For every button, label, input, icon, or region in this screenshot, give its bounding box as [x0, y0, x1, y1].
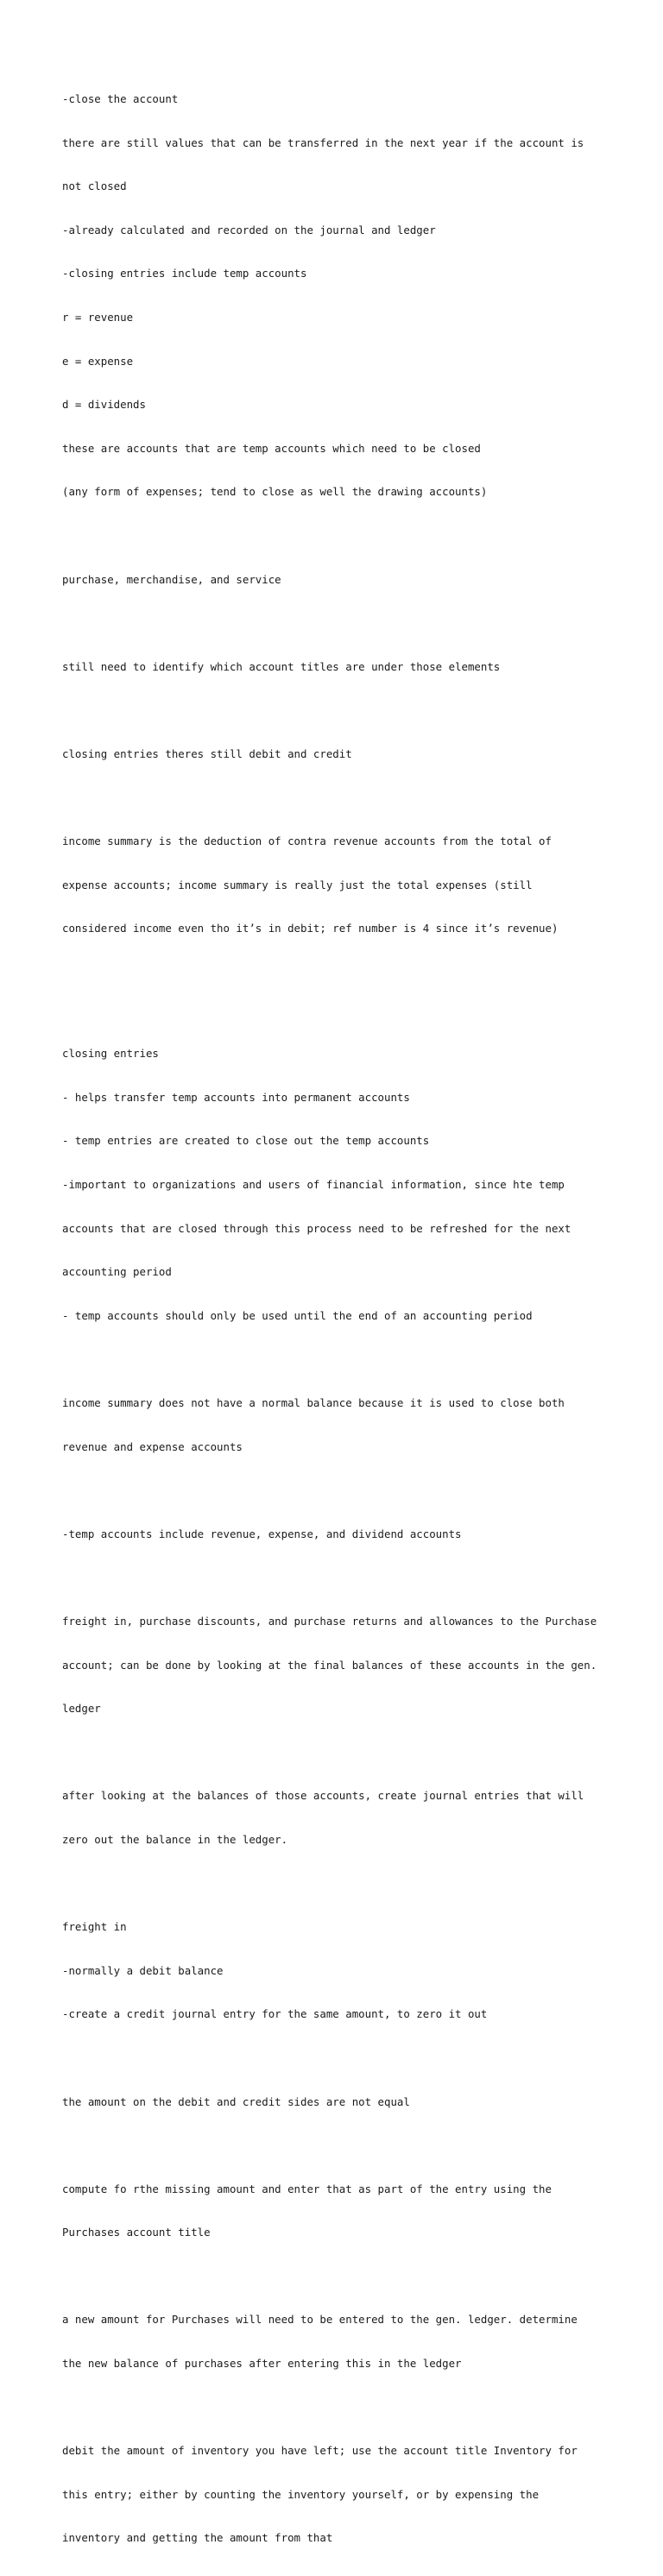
note-line: r = revenue — [62, 310, 134, 324]
note-line: e = expense — [62, 354, 134, 368]
note-paragraph — [62, 1584, 628, 1747]
note-line: income summary is the deduction of contra revenue accounts from the total of — [62, 835, 552, 848]
note-line: the new balance of purchases after entering this in the ledger — [62, 2357, 462, 2371]
note-line: the amount on the debit and credit sides are not equal — [62, 2094, 410, 2108]
note-line: - temp entries are created to close out the temp accounts — [62, 1134, 430, 1148]
note-line: closing entries — [62, 1047, 159, 1061]
note-line: income summary does not have a normal balance because it is used to close both — [62, 1396, 565, 1410]
note-line: -closing entries include temp accounts — [62, 267, 307, 280]
note-line: after looking at the balances of those accounts, create journal entries that will — [62, 1789, 584, 1803]
note-line: still need to identify which account titles are under those elements — [62, 659, 501, 673]
note-paragraph — [62, 2283, 628, 2401]
note-paragraph — [62, 2414, 628, 2576]
note-line: revenue and expense accounts — [62, 1439, 243, 1453]
note-line: purchase, merchandise, and service — [62, 572, 281, 586]
note-line: not closed — [62, 180, 127, 193]
note-line: -important to organizations and users of financial information, since hte temp — [62, 1178, 565, 1192]
note-line: this entry; either by counting the inventory yourself, or by expensing the — [62, 2487, 540, 2501]
note-line: (any form of expenses; tend to close as well the drawing accounts) — [62, 485, 488, 499]
note-line: ledger — [62, 1702, 101, 1716]
note-paragraph — [62, 1759, 628, 1877]
note-line: freight in — [62, 1920, 127, 1934]
note-line: -create a credit journal entry for the same amount, to zero it out — [62, 2007, 488, 2021]
note-line: there are still values that can be transferred in the next year if the account is — [62, 135, 584, 149]
note-line: account; can be done by looking at the final balances of these accounts in the gen. — [62, 1658, 597, 1672]
note-line: Purchases account title — [62, 2226, 211, 2239]
note-line: -close the account — [62, 92, 179, 105]
note-paragraph — [62, 2065, 628, 2140]
note-line: a new amount for Purchases will need to be entered to the gen. ledger. determine — [62, 2313, 578, 2327]
note-paragraph — [62, 630, 628, 705]
note-line: accounts that are closed through this process need to be refreshed for the next — [62, 1221, 571, 1235]
note-line: these are accounts that are temp accounts which need to be closed — [62, 441, 481, 455]
note-line: -temp accounts include revenue, expense, and dividend accounts — [62, 1527, 462, 1540]
note-line: d = dividends — [62, 398, 146, 412]
note-line: zero out the balance in the ledger. — [62, 1832, 288, 1846]
note-line: accounting period — [62, 1265, 172, 1279]
note-line: debit the amount of inventory you have left; use the account title Inventory for — [62, 2444, 578, 2458]
note-paragraph — [62, 62, 628, 530]
note-line: expense accounts; income summary is really just the total expenses (still — [62, 878, 533, 891]
note-paragraph — [62, 1017, 628, 1353]
note-line: closing entries theres still debit and credit — [62, 746, 352, 760]
note-paragraph — [62, 717, 628, 792]
note-paragraph — [62, 543, 628, 618]
note-line: inventory and getting the amount from that — [62, 2531, 333, 2545]
note-paragraph — [62, 1366, 628, 1484]
note-line: - temp accounts should only be used until the end of an accounting period — [62, 1308, 533, 1322]
note-paragraph — [62, 2152, 628, 2271]
note-paragraph — [62, 804, 628, 967]
note-line: -already calculated and recorded on the journal and ledger — [62, 223, 436, 236]
note-line: - helps transfer temp accounts into permanent accounts — [62, 1090, 410, 1104]
note-line: compute fo rthe missing amount and enter that as part of the entry using the — [62, 2182, 552, 2195]
note-paragraph — [62, 1890, 628, 2052]
note-line: -normally a debit balance — [62, 1963, 224, 1977]
note-paragraph — [62, 1497, 628, 1572]
note-line: freight in, purchase discounts, and purchase returns and allowances to the Purchase — [62, 1614, 597, 1628]
note-line: considered income even tho it’s in debit; ref number is 4 since it’s revenue) — [62, 922, 559, 935]
blank-space — [62, 979, 628, 1017]
